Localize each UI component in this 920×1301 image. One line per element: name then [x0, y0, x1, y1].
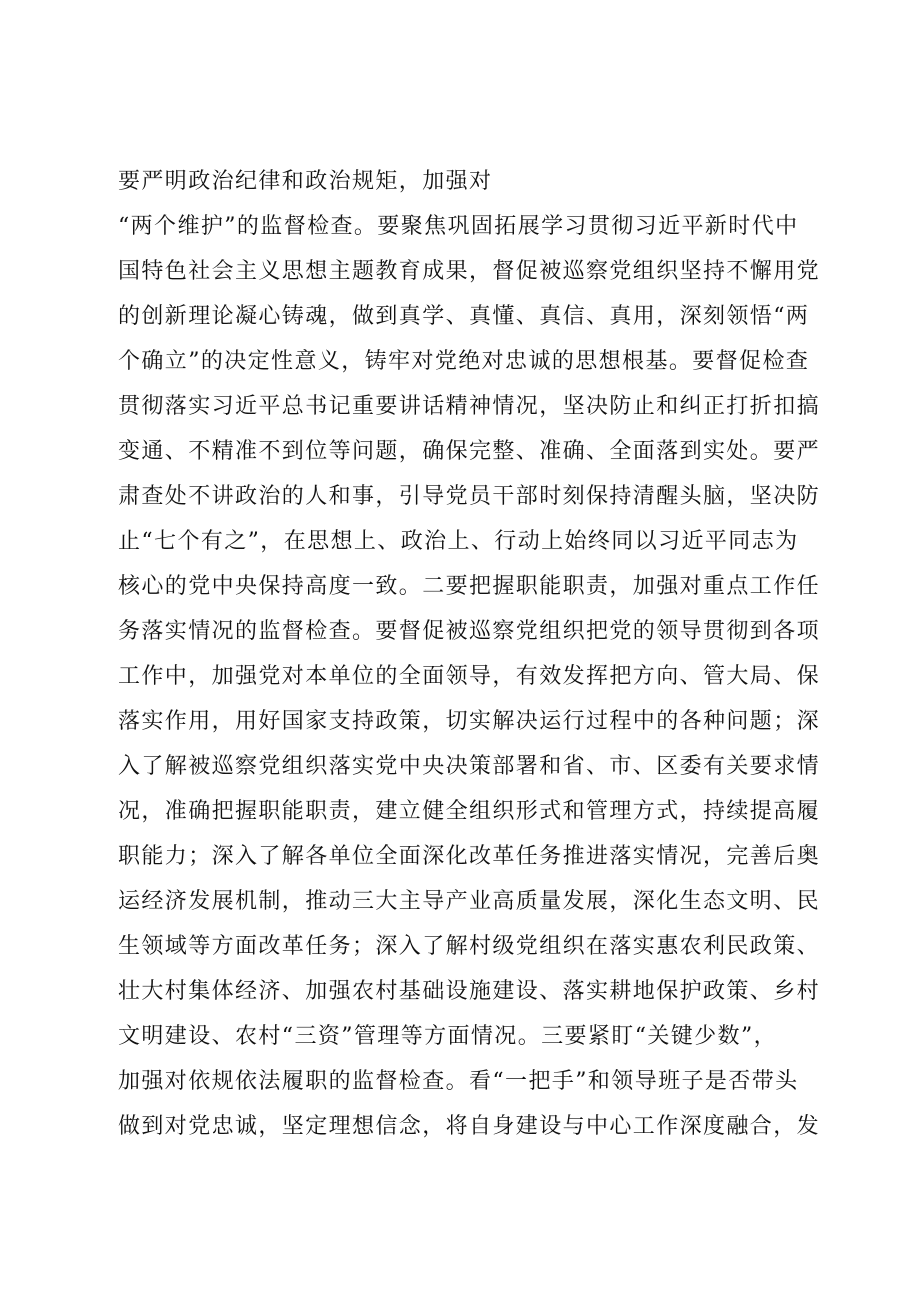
text-line: 国特色社会主义思想主题教育成果，督促被巡察党组织坚持不懈用党	[118, 259, 821, 284]
text-line: 个确立”的决定性意义，铸牢对党绝对忠诚的思想根基。要督促检查	[118, 349, 810, 374]
text-line: 核心的党中央保持高度一致。二要把握职能职责，加强对重点工作任	[118, 574, 821, 599]
text-line: 文明建设、农村“三资”管理等方面情况。三要紧盯“关键少数”，	[118, 1024, 777, 1049]
text-line: 贯彻落实习近平总书记重要讲话精神情况，坚决防止和纠正打折扣搞	[118, 394, 821, 419]
text-line: 加强对依规依法履职的监督检查。看“一把手”和领导班子是否带头	[118, 1069, 799, 1094]
text-line: 生领域等方面改革任务；深入了解村级党组织在落实惠农利民政策、	[118, 934, 821, 959]
text-line: 肃查处不讲政治的人和事，引导党员干部时刻保持清醒头脑，坚决防	[118, 484, 821, 509]
text-line: 落实作用，用好国家支持政策，切实解决运行过程中的各种问题；深	[118, 709, 821, 734]
text-line: 止“七个有之”，在思想上、政治上、行动上始终同以习近平同志为	[118, 529, 799, 554]
text-line: 变通、不精准不到位等问题，确保完整、准确、全面落到实处。要严	[118, 439, 821, 464]
text-line: “两个维护”的监督检查。要聚焦巩固拓展学习贯彻习近平新时代中	[118, 214, 799, 239]
text-line: 工作中，加强党对本单位的全面领导，有效发挥把方向、管大局、保	[118, 664, 821, 689]
text-line: 况，准确把握职能职责，建立健全组织形式和管理方式，持续提高履	[118, 799, 821, 824]
text-line: 的创新理论凝心铸魂，做到真学、真懂、真信、真用，深刻领悟“两	[118, 304, 810, 329]
text-line: 务落实情况的监督检查。要督促被巡察党组织把党的领导贯彻到各项	[118, 619, 821, 644]
text-line: 入了解被巡察党组织落实党中央决策部署和省、市、区委有关要求情	[118, 754, 821, 779]
text-line: 要严明政治纪律和政治规矩，加强对	[118, 169, 493, 194]
text-line: 运经济发展机制，推动三大主导产业高质量发展，深化生态文明、民	[118, 889, 821, 914]
text-line: 职能力；深入了解各单位全面深化改革任务推进落实情况，完善后奥	[118, 844, 821, 869]
text-line: 做到对党忠诚，坚定理想信念，将自身建设与中心工作深度融合，发	[118, 1114, 821, 1139]
text-line: 壮大村集体经济、加强农村基础设施建设、落实耕地保护政策、乡村	[118, 979, 821, 1004]
